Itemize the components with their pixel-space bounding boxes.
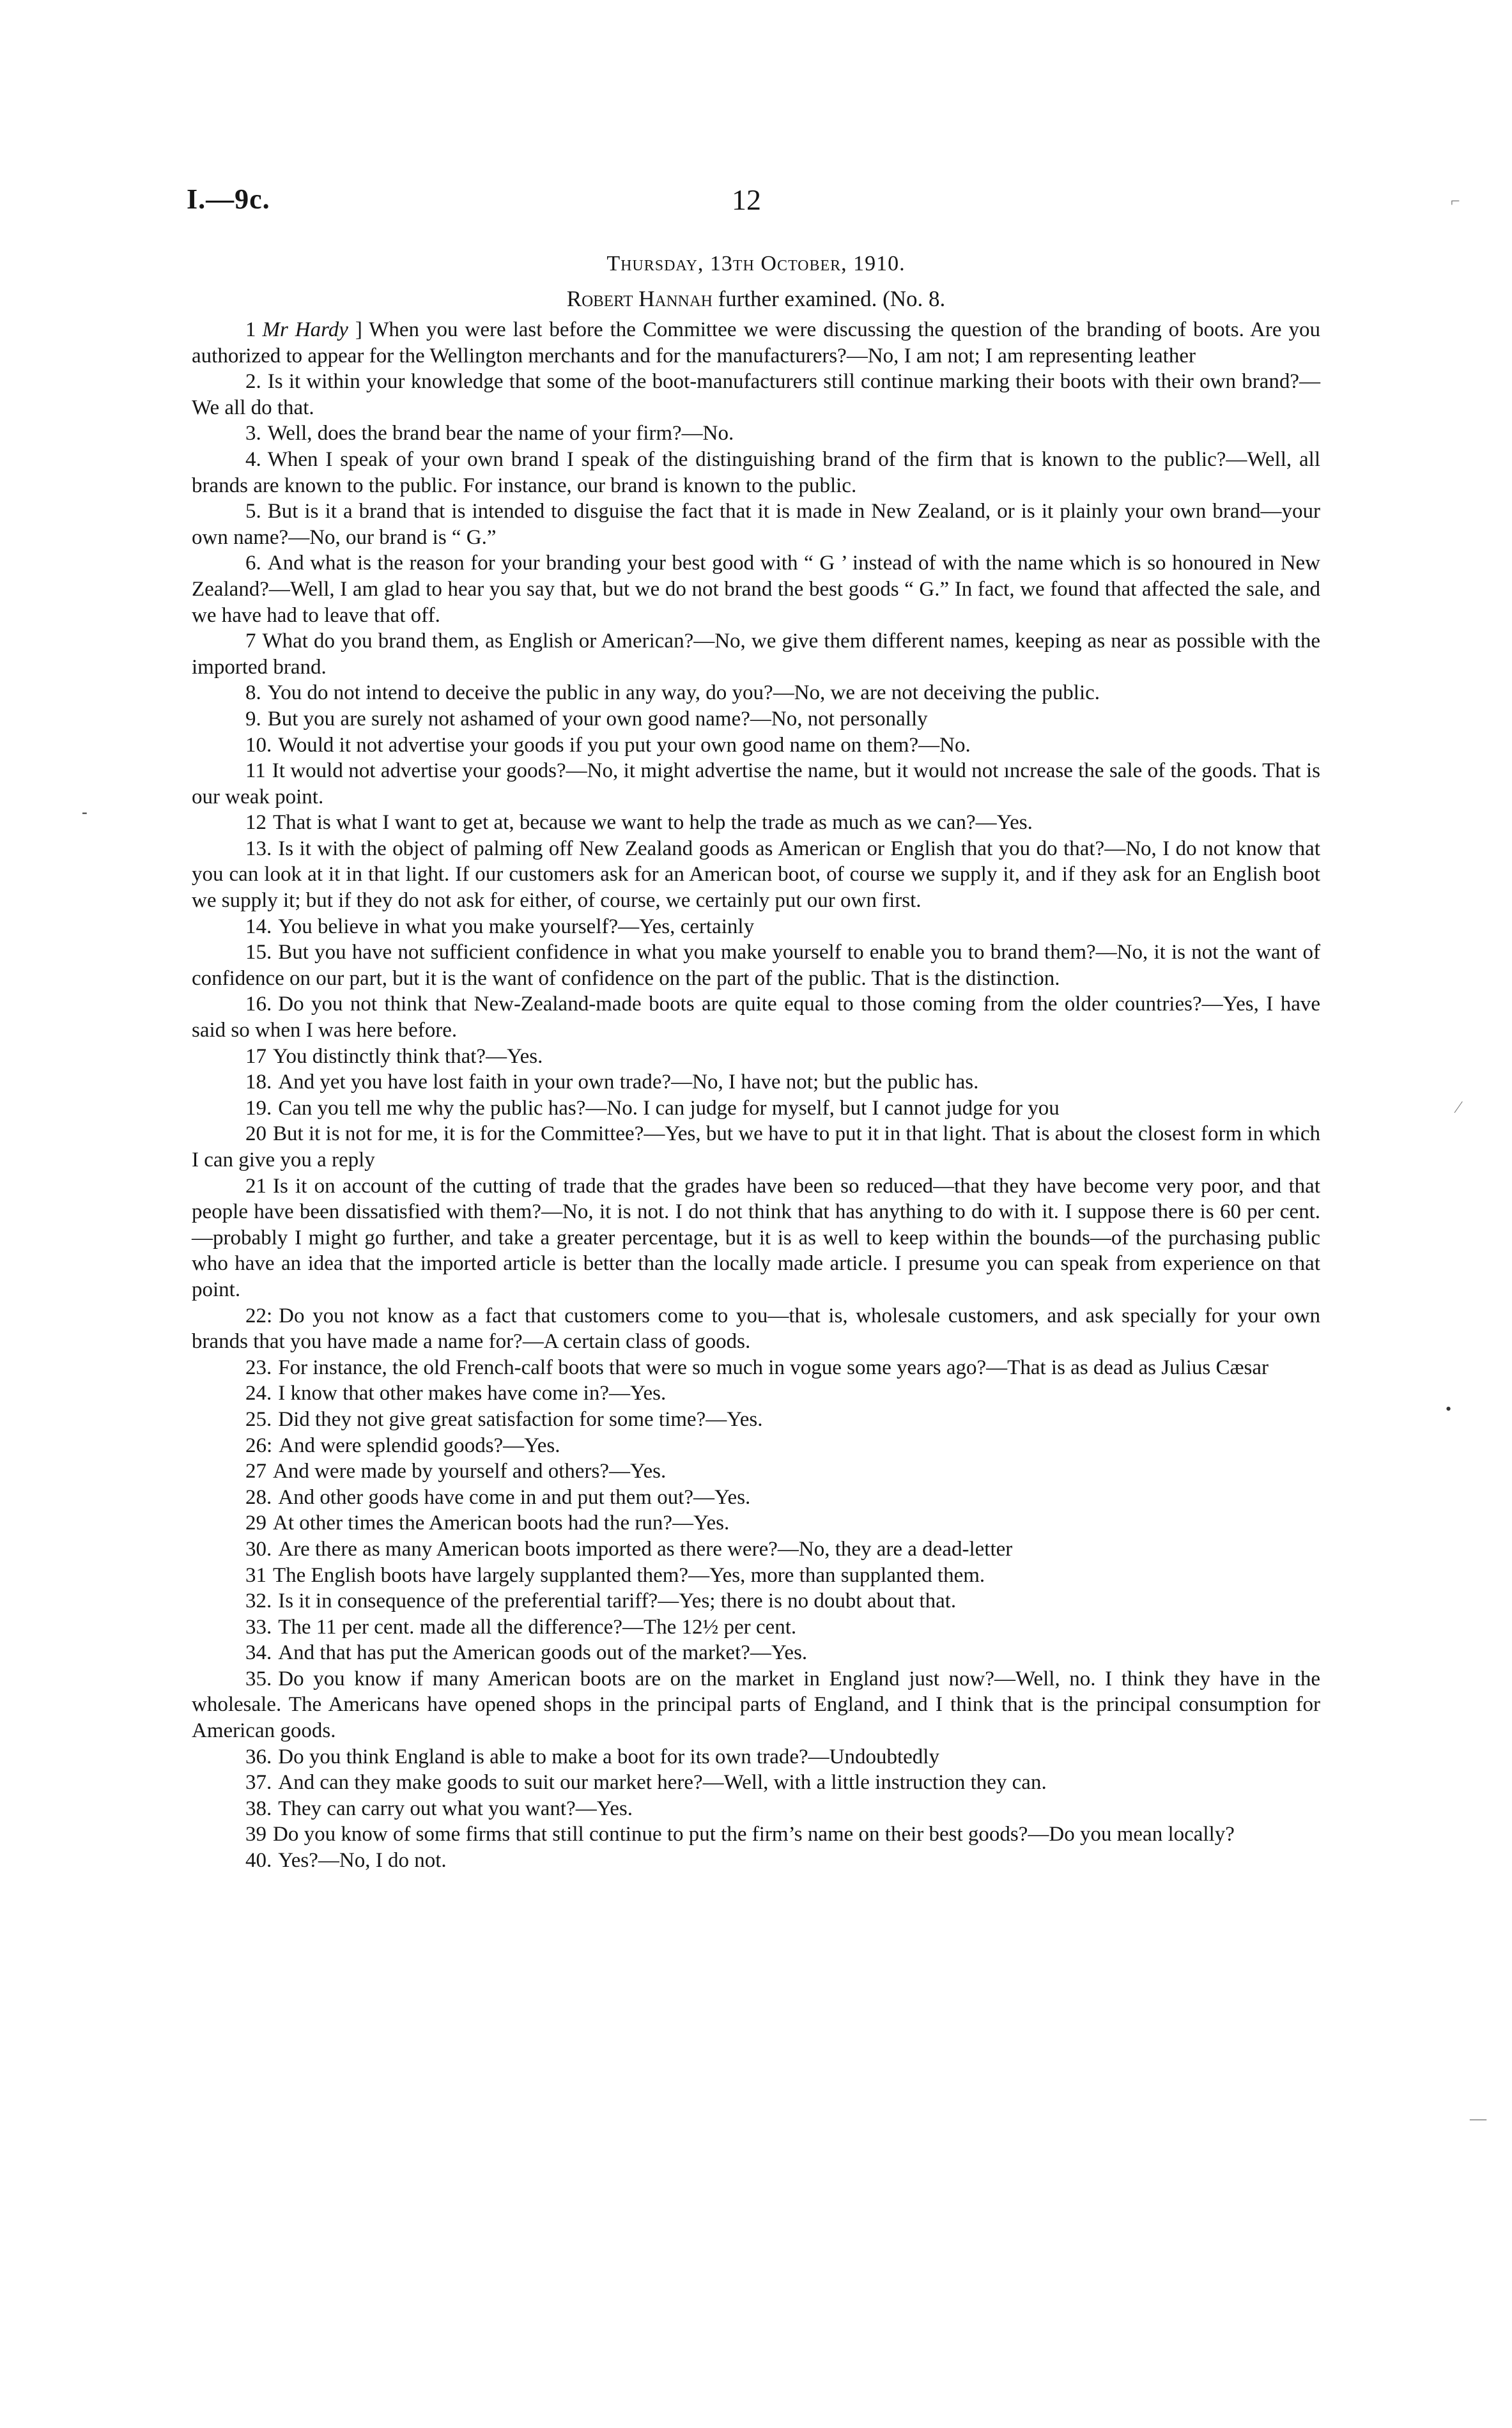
question-text: Is it within your knowledge that some of the boot-manufacturers still continue marking their boots with their own brand?—We all do that. — [192, 370, 1320, 419]
question-entry — [192, 1407, 1320, 1433]
question-text: Is it in consequence of the preferential tariff?—Yes; there is no doubt about that. — [278, 1589, 957, 1613]
question-entry — [192, 1614, 1320, 1641]
question-entry — [192, 628, 1320, 680]
question-number: 39 — [245, 1823, 266, 1846]
question-number: 11 — [245, 759, 266, 783]
question-entry — [192, 732, 1320, 759]
question-text: When you were last before the Committee we were discussing the question of the branding of boots. Are you authorized to appear for the Wellington merchants and for the manufacturers?—No, I am not; I am representing leather — [192, 318, 1320, 367]
question-entry — [192, 1744, 1320, 1770]
question-entry — [192, 939, 1320, 991]
question-number: 28. — [245, 1485, 272, 1509]
question-entry — [192, 369, 1320, 421]
witness-name: Robert Hannah — [566, 286, 713, 311]
question-number: 10. — [245, 733, 272, 757]
question-text: Did they not give great satisfaction for some time?—Yes. — [278, 1407, 763, 1431]
question-number: 12 — [245, 811, 266, 835]
question-entry — [192, 836, 1320, 914]
session-date: Thursday, 13th October, 1910. — [606, 252, 906, 275]
question-text: Would it not advertise your goods if you put your own good name on them?—No. — [278, 733, 971, 757]
question-entry — [192, 447, 1320, 499]
question-number: 24. — [245, 1382, 272, 1405]
question-entry — [192, 1563, 1320, 1589]
question-number: 33. — [245, 1615, 272, 1639]
question-number: 37. — [245, 1771, 272, 1795]
question-text: Are there as many American boots imported as there were?—No, they are a dead-letter — [278, 1537, 1013, 1561]
question-entry — [192, 1069, 1320, 1095]
question-text: And that has put the American goods out of the market?—Yes. — [278, 1641, 808, 1665]
question-text: Do you not think that New-Zealand-made boots are quite equal to those coming from the older countries?—Yes, I have said so when I was here before. — [192, 993, 1320, 1042]
question-text: You believe in what you make yourself?—Yes, certainly — [278, 915, 755, 938]
question-number: 36. — [245, 1745, 272, 1768]
question-entry — [192, 1640, 1320, 1666]
page-reference: I.—9c. — [187, 183, 270, 215]
question-number: 29 — [245, 1512, 266, 1535]
question-text: And yet you have lost faith in your own trade?—No, I have not; but the public has. — [278, 1071, 979, 1094]
question-number: 34. — [245, 1641, 272, 1665]
question-text: Do you think England is able to make a boot for its own trade?—Undoubtedly — [278, 1745, 939, 1768]
question-number: 6. — [245, 552, 261, 575]
question-number: 35. — [245, 1667, 272, 1690]
question-text: What do you brand them, as English or American?—No, we give them different names, keeping as near as possible with the imported brand. — [192, 630, 1320, 679]
question-number: 15. — [245, 941, 272, 964]
question-text: And can they make goods to suit our market here?—Well, with a little instruction they can. — [278, 1771, 1047, 1795]
question-entry — [192, 706, 1320, 732]
margin-mark: - — [82, 803, 88, 821]
question-number: 13. — [245, 837, 272, 860]
question-text: I know that other makes have come in?—Yes. — [278, 1382, 667, 1405]
question-entry — [192, 421, 1320, 447]
question-text: And what is the reason for your branding your best good with “ G ’ instead of with the name which is so honoured in New Zealand?—Well, I am glad to hear you say that, but we do not brand the best goods “ G.” In fact, we found that affected the sale, and we have had to leave that off. — [192, 552, 1320, 627]
question-number: 3. — [245, 422, 261, 445]
margin-mark: • — [1446, 1400, 1452, 1418]
question-entry — [192, 1458, 1320, 1485]
question-text: Do you know if many American boots are on the market in England just now?—Well, no. I think they have in the wholesale. The Americans have opened shops in the principal parts of England, and I think that is the principal consumption for American goods. — [192, 1667, 1320, 1743]
question-text: Can you tell me why the public has?—No. I can judge for myself, but I cannot judge for you — [278, 1096, 1060, 1120]
question-entry — [192, 1536, 1320, 1563]
question-text: The 11 per cent. made all the difference?—The 12½ per cent. — [278, 1615, 797, 1639]
question-entry — [192, 1485, 1320, 1511]
question-text: But is it a brand that is intended to disguise the fact that it is made in New Zealand, or is it plainly your own brand—your own name?—No, our brand is “ G.” — [192, 500, 1320, 549]
question-number: 1 — [245, 318, 256, 341]
question-entry — [192, 1121, 1320, 1173]
question-number: 17 — [245, 1044, 266, 1068]
question-text: But you have not sufficient confidence in what you make yourself to enable you to brand them?—No, it is not the want of confidence on our part, but it is the want of confidence on the part of the public. That is the distinction. — [192, 941, 1320, 990]
question-text: Do you know of some firms that still continue to put the firm’s name on their best goods?—Do you mean locally? — [273, 1823, 1235, 1846]
question-number: 4. — [245, 447, 261, 471]
question-number: 25. — [245, 1407, 272, 1431]
question-number: 19. — [245, 1096, 272, 1120]
question-entry — [192, 1588, 1320, 1614]
question-number: 31 — [245, 1563, 266, 1587]
question-text: But you are surely not ashamed of your own good name?—No, not personally — [267, 707, 928, 731]
question-number: 16. — [245, 993, 272, 1016]
question-number: 21 — [245, 1174, 266, 1198]
question-text: The English boots have largely supplanted them?—Yes, more than supplanted them. — [273, 1563, 985, 1587]
question-number: 23. — [245, 1356, 272, 1379]
question-text: And were made by yourself and others?—Yes. — [273, 1460, 667, 1483]
question-number: 8. — [245, 681, 261, 705]
question-number: 20 — [245, 1122, 266, 1146]
question-text: You do not intend to deceive the public in any way, do you?—No, we are not deceiving the public. — [267, 681, 1100, 705]
question-entry — [192, 499, 1320, 550]
question-entry — [192, 1821, 1320, 1848]
question-entry — [192, 1044, 1320, 1070]
question-number: 9. — [245, 707, 261, 731]
question-number: 18. — [245, 1071, 272, 1094]
question-text: They can carry out what you want?—Yes. — [278, 1797, 633, 1820]
question-entry — [192, 1666, 1320, 1744]
testimony-body — [192, 317, 1320, 1874]
question-text: That is what I want to get at, because we want to help the trade as much as we can?—Yes. — [273, 811, 1033, 835]
question-text: Is it on account of the cutting of trade that the grades have been so reduced—that they have become very poor, and that people have been dissatisfied with them?—No, it is not. I do not think that has anything to do with it. I suppose there is 60 per cent.—probably I might go further, and take a greater percentage, but it is as well to keep within the bounds—of the purchasing public who have an idea that the imported article is better than the locally made article. I presume you can speak from experience on that point. — [192, 1174, 1320, 1301]
question-entry — [192, 1095, 1320, 1122]
question-number: 40. — [245, 1849, 272, 1873]
witness-heading — [0, 286, 1512, 312]
question-number: 32. — [245, 1589, 272, 1613]
question-number: 2. — [245, 370, 261, 394]
question-number: 7 — [245, 630, 256, 653]
question-entry — [192, 914, 1320, 940]
question-entry — [192, 1303, 1320, 1355]
question-entry — [192, 810, 1320, 836]
question-text: It would not advertise your goods?—No, it might advertise the name, but it would not ıncrease the sale of the goods. That is our weak point. — [192, 759, 1320, 808]
question-text: And other goods have come in and put them out?—Yes. — [278, 1485, 751, 1509]
question-number: 38. — [245, 1797, 272, 1820]
question-text: For instance, the old French-calf boots that were so much in vogue some years ago?—That is as dead as Julius Cæsar — [278, 1356, 1269, 1379]
page-number: 12 — [732, 183, 761, 216]
question-number: 26: — [245, 1434, 273, 1457]
question-text: Do you not know as a fact that customers come to you—that is, wholesale customers, and ask specially for your own brands that you have made a name for?—A certain class of goods. — [192, 1304, 1320, 1354]
question-text: Well, does the brand bear the name of your firm?—No. — [267, 422, 734, 445]
question-text: At other times the American boots had the run?—Yes. — [273, 1512, 730, 1535]
margin-mark: — — [1470, 2109, 1486, 2128]
margin-mark: ⁄ — [1457, 1098, 1460, 1117]
question-number: 30. — [245, 1537, 272, 1561]
question-text: But it is not for me, it is for the Committee?—Yes, but we have to put it in that light. That is about the closest form in which I can give you a reply — [192, 1122, 1320, 1171]
question-entry — [192, 1848, 1320, 1874]
question-entry — [192, 758, 1320, 810]
question-text: You distinctly think that?—Yes. — [273, 1044, 543, 1068]
question-number: 14. — [245, 915, 272, 938]
question-entry — [192, 1173, 1320, 1303]
question-number: 27 — [245, 1460, 266, 1483]
question-entry — [192, 1510, 1320, 1536]
question-entry — [192, 1433, 1320, 1459]
question-entry — [192, 1355, 1320, 1381]
speaker-name: Mr Hardy — [262, 318, 348, 341]
question-entry: 1 Mr Hardy ] When you were last before the Committee we were discussing the question of the branding of boots. Are you authorized to appear for the Wellington merchants and for the manufacturers?—No, I am not; I am representing leather — [192, 318, 1320, 367]
question-text: And were splendid goods?—Yes. — [279, 1434, 560, 1457]
question-text: Is it with the object of palming off New Zealand goods as American or English that you do that?—No, I do not know that you can look at it in that light. If our customers ask for an American boot, of course we supply it, and if they ask for an English boot we supply it; but if they do not ask for either, of course, we certainly put our own first. — [192, 837, 1320, 913]
question-entry — [192, 1770, 1320, 1796]
question-entry — [192, 1380, 1320, 1407]
question-number: 5. — [245, 500, 261, 523]
question-entry — [192, 550, 1320, 628]
question-text: Yes?—No, I do not. — [278, 1849, 447, 1873]
question-entry — [192, 680, 1320, 706]
witness-status: further examined. (No. 8. — [712, 286, 946, 311]
question-entry — [192, 1796, 1320, 1822]
question-number: 22: — [245, 1304, 273, 1327]
margin-mark: ⌐ — [1451, 192, 1460, 210]
question-text: When I speak of your own brand I speak of the distinguishing brand of the firm that is known to the public?—Well, all brands are known to the public. For instance, our brand is known to the public. — [192, 447, 1320, 497]
question-entry — [192, 991, 1320, 1043]
